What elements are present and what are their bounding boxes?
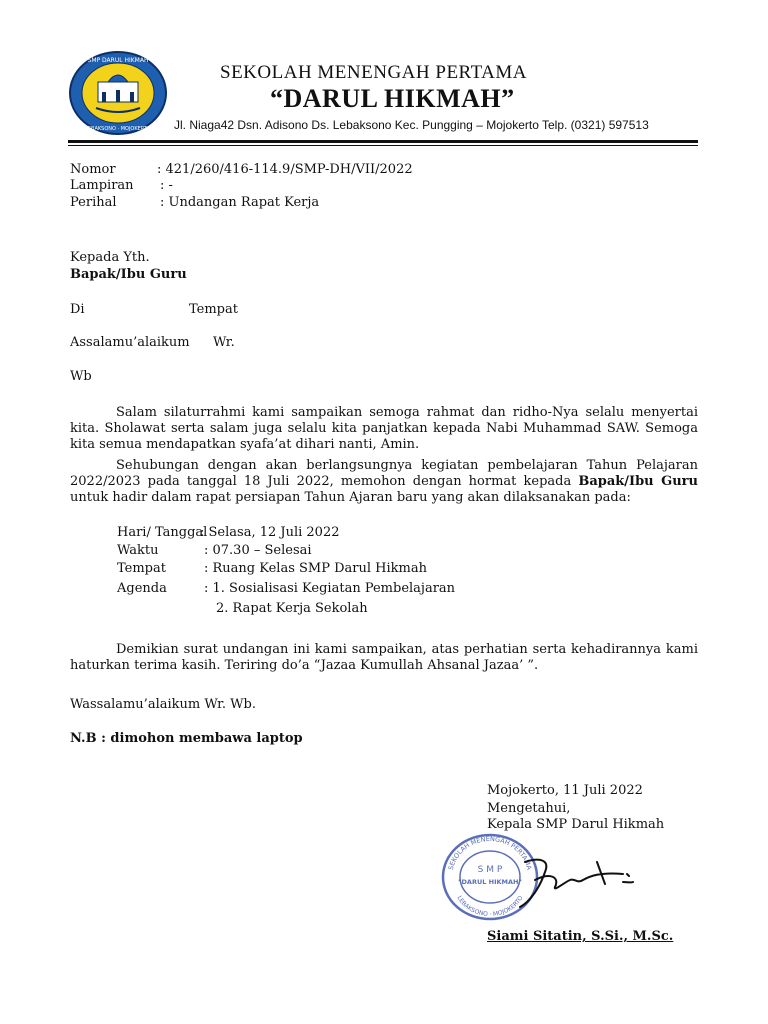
- tempat-acara-label: Tempat: [117, 561, 166, 576]
- nomor-label: Nomor: [70, 162, 116, 177]
- logo-bottom-text: LEBAKSONO · MOJOKERTO: [85, 126, 151, 132]
- greeting-wr: Wr.: [213, 335, 235, 350]
- body-paragraph-2: [70, 458, 698, 506]
- agenda-label: Agenda: [117, 581, 167, 596]
- header-rule-thick: [68, 140, 698, 143]
- mengetahui: Mengetahui,: [487, 801, 571, 816]
- perihal-value: : Undangan Rapat Kerja: [160, 195, 320, 210]
- nb-note: N.B : dimohon membawa laptop: [70, 731, 303, 746]
- hari-label: Hari/ Tanggal: [117, 525, 208, 540]
- body-paragraph-2-a: Sehubungan dengan akan berlangsungnya kegiatan pembelajaran Tahun Pelajaran 2022/2023 pada tanggal 18 Juli 2022, memohon dengan hormat kepada: [70, 458, 698, 489]
- tempat-label: Tempat: [189, 302, 238, 317]
- school-logo: [68, 50, 168, 136]
- greeting-assalamu: Assalamu’alaikum: [70, 335, 190, 350]
- place-date: Mojokerto, 11 Juli 2022: [487, 783, 643, 798]
- signer-position: Kepala SMP Darul Hikmah: [487, 817, 665, 832]
- body-paragraph-2-b: untuk hadir dalam rapat persiapan Tahun Ajaran baru yang akan dilaksanakan pada:: [70, 490, 631, 505]
- waktu-label: Waktu: [117, 543, 159, 558]
- stamp-top-text: SEKOLAH MENENGAH PERTAMA: [446, 834, 534, 871]
- tempat-acara-value: : Ruang Kelas SMP Darul Hikmah: [204, 561, 427, 576]
- logo-top-text: SMP DARUL HIKMAH: [87, 57, 149, 64]
- closing-paragraph: Demikian surat undangan ini kami sampaikan, atas perhatian serta kehadirannya kami haturkan terima kasih. Teriring do’a “Jazaa Kumullah Ahsanal Jazaa’ ”.: [70, 642, 698, 673]
- school-type: SEKOLAH MENENGAH PERTAMA: [220, 62, 528, 83]
- waktu-value: : 07.30 – Selesai: [204, 543, 312, 558]
- school-name: “DARUL HIKMAH”: [270, 84, 515, 113]
- body-paragraph-2-bold: Bapak/Ibu Guru: [578, 474, 698, 489]
- kepada-yth: Kepada Yth.: [70, 250, 150, 265]
- stamp-mid-text-2: "DARUL HIKMAH": [458, 878, 522, 886]
- perihal-label: Perihal: [70, 195, 117, 210]
- signature-scribble: [505, 852, 635, 912]
- recipient-name: Bapak/Ibu Guru: [70, 267, 187, 282]
- signer-name: Siami Sitatin, S.Si., M.Sc.: [487, 929, 674, 944]
- lampiran-label: Lampiran: [70, 178, 134, 193]
- nomor-value: : 421/260/416-114.9/SMP-DH/VII/2022: [157, 162, 413, 177]
- hari-value: : Selasa, 12 Juli 2022: [200, 525, 340, 540]
- stamp-mid-text-1: S M P: [477, 865, 503, 875]
- agenda-item-2: 2. Rapat Kerja Sekolah: [216, 601, 368, 616]
- body-paragraph-1: Salam silaturrahmi kami sampaikan semoga rahmat dan ridho-Nya selalu menyertai kita. Sholawat serta salam juga selalu kita panjatkan kepada Nabi Muhammad SAW. Semoga kita semua mendapatkan syafa’at dihari nanti, Amin.: [70, 405, 698, 452]
- header-rule-thin: [68, 145, 698, 146]
- greeting-wb: Wb: [70, 369, 92, 384]
- agenda-item-1: : 1. Sosialisasi Kegiatan Pembelajaran: [204, 581, 456, 596]
- lampiran-value: : -: [160, 178, 173, 193]
- closing-salam: Wassalamu’alaikum Wr. Wb.: [70, 697, 256, 712]
- school-address: Jl. Niaga42 Dsn. Adisono Ds. Lebaksono Kec. Pungging – Mojokerto Telp. (0321) 597513: [174, 118, 649, 132]
- di-label: Di: [70, 302, 85, 317]
- stamp-bottom-text: LEBAKSONO · MOJOKERTO: [455, 894, 525, 919]
